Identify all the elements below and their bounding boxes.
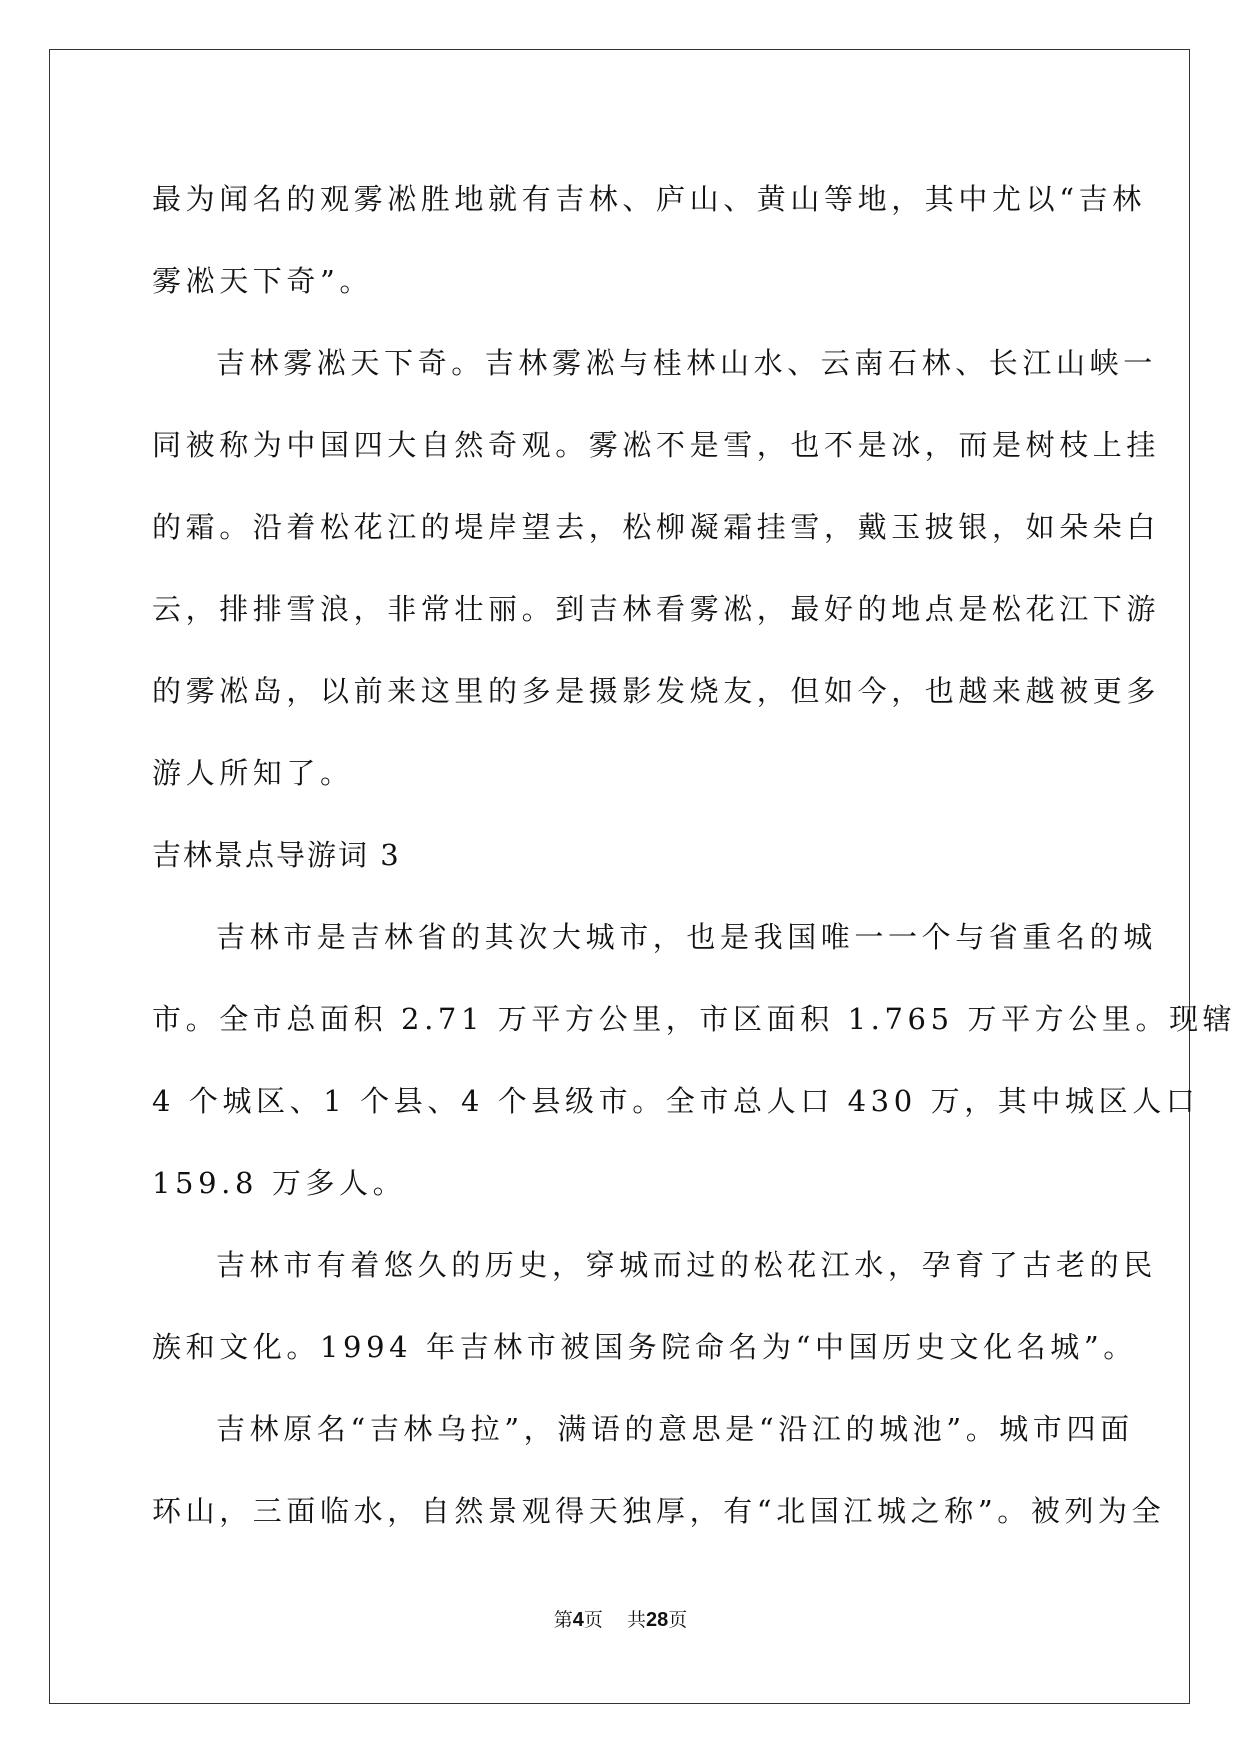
text-line: 雾凇天下奇”。 <box>152 264 374 298</box>
section-heading: 吉林景点导游词 3 <box>152 838 401 872</box>
paragraph-start-line: 吉林原名“吉林乌拉”，满语的意思是“沿江的城池”。城市四面 <box>216 1412 1134 1446</box>
paragraph-start-line: 吉林市有着悠久的历史，穿城而过的松花江水，孕育了古老的民 <box>216 1248 1157 1282</box>
page-footer <box>0 1605 1241 1632</box>
text-line: 4 个城区、1 个县、4 个县级市。全市总人口 430 万，其中城区人口 <box>152 1084 1200 1118</box>
total-prefix: 共 <box>627 1609 647 1631</box>
text-line: 最为闻名的观雾凇胜地就有吉林、庐山、黄山等地，其中尤以“吉林 <box>152 182 1146 216</box>
text-line: 游人所知了。 <box>152 756 354 790</box>
text-line: 的霜。沿着松花江的堤岸望去，松柳凝霜挂雪，戴玉披银，如朵朵白 <box>152 510 1161 544</box>
text-line: 族和文化。1994 年吉林市被国务院命名为“中国历史文化名城”。 <box>152 1330 1137 1364</box>
text-line: 同被称为中国四大自然奇观。雾凇不是雪，也不是冰，而是树枝上挂 <box>152 428 1161 462</box>
paragraph-start-line: 吉林雾凇天下奇。吉林雾凇与桂林山水、云南石林、长江山峡一 <box>216 346 1157 380</box>
text-line: 159.8 万多人。 <box>152 1166 407 1200</box>
paragraph-start-line: 吉林市是吉林省的其次大城市，也是我国唯一一个与省重名的城 <box>216 920 1157 954</box>
page-prefix: 第 <box>553 1609 573 1631</box>
text-line: 环山，三面临水，自然景观得天独厚，有“北国江城之称”。被列为全 <box>152 1494 1166 1528</box>
document-body <box>152 158 1237 1552</box>
text-line: 的雾凇岛，以前来这里的多是摄影发烧友，但如今，也越来越被更多 <box>152 674 1161 708</box>
total-suffix: 页 <box>668 1609 688 1631</box>
page-number: 4 <box>572 1609 584 1631</box>
page-suffix: 页 <box>583 1609 603 1631</box>
text-line: 云，排排雪浪，非常壮丽。到吉林看雾凇，最好的地点是松花江下游 <box>152 592 1161 626</box>
total-pages: 28 <box>646 1609 669 1631</box>
text-line: 市。全市总面积 2.71 万平方公里，市区面积 1.765 万平方公里。现辖 <box>152 1002 1237 1036</box>
